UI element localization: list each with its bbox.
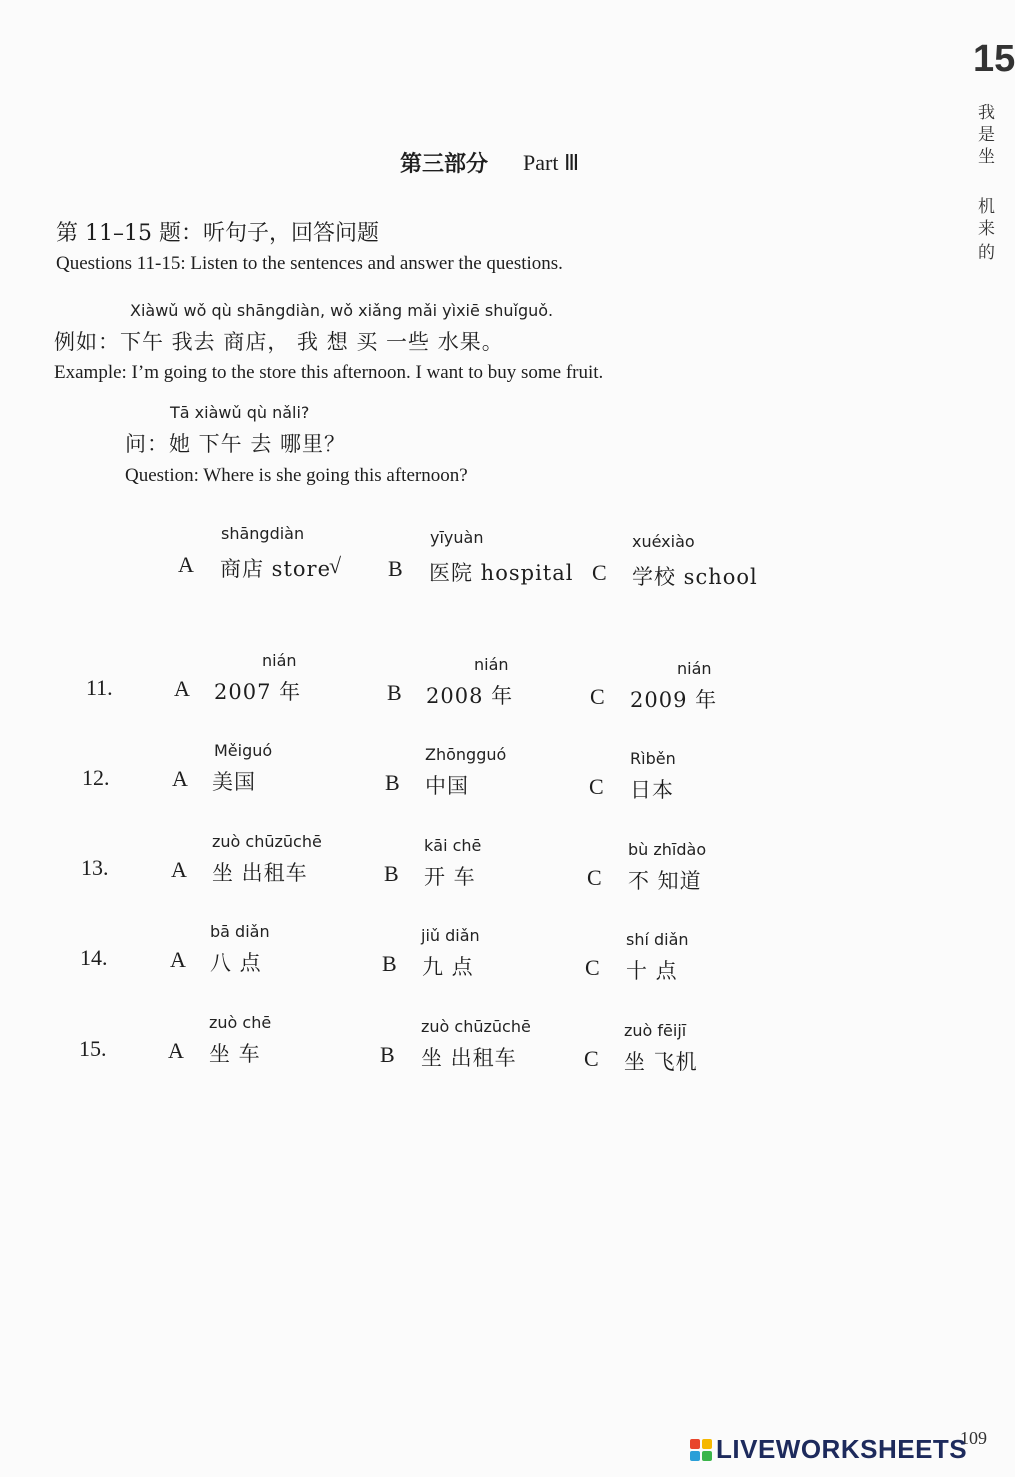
page-number: 109 [960, 1428, 987, 1448]
option-text[interactable]: 坐 出租车 [421, 1046, 517, 1070]
option-letter[interactable]: A [170, 947, 186, 972]
option-pinyin: zuò chē [209, 1013, 272, 1032]
option-pinyin: shí diǎn [626, 930, 689, 949]
question-number: 12. [82, 765, 110, 790]
option-letter: C [592, 560, 607, 585]
option-text[interactable]: 坐 飞机 [624, 1050, 698, 1074]
option-text[interactable]: 不 知道 [628, 869, 702, 893]
option-letter[interactable]: C [585, 955, 600, 980]
example-question-en: Question: Where is she going this afternoon? [125, 465, 468, 486]
facing-page-edge [972, 0, 1015, 1477]
option-pinyin: zuò fēijī [624, 1021, 687, 1040]
liveworksheets-brand: LIVEWORKSHEETS [716, 1434, 968, 1464]
check-mark-icon: √ [329, 553, 342, 578]
option-text: 商店 store [220, 557, 332, 581]
question-number: 15. [79, 1036, 107, 1061]
option-pinyin: Rìběn [630, 749, 676, 768]
option-letter[interactable]: A [168, 1038, 184, 1063]
option-pinyin: bù zhīdào [628, 840, 707, 859]
option-pinyin: nián [474, 655, 509, 674]
option-text[interactable]: 十 点 [626, 959, 678, 983]
option-letter[interactable]: C [584, 1046, 599, 1071]
option-letter[interactable]: B [384, 861, 399, 886]
option-letter[interactable]: C [590, 684, 605, 709]
option-letter[interactable]: C [587, 865, 602, 890]
option-text[interactable]: 日本 [630, 778, 674, 802]
question-number: 14. [80, 945, 108, 970]
example-pinyin: Xiàwǔ wǒ qù shāngdiàn, wǒ xiǎng mǎi yìxiē shuǐguǒ. [130, 301, 554, 320]
option-letter[interactable]: B [380, 1042, 395, 1067]
edge-char: 是 [978, 125, 995, 145]
example-sentence-en: Example: I’m going to the store this afternoon. I want to buy some fruit. [54, 362, 604, 383]
option-text: 学校 school [632, 565, 758, 589]
option-text[interactable]: 2008 年 [426, 684, 514, 708]
option-text[interactable]: 2009 年 [630, 688, 718, 712]
option-pinyin: shāngdiàn [221, 524, 305, 543]
edge-char: 来 [978, 219, 995, 239]
option-letter[interactable]: B [385, 770, 400, 795]
part-title-en: Part Ⅲ [523, 150, 580, 175]
option-pinyin: jiǔ diǎn [421, 926, 480, 945]
example-sentence-zh: 例如：下午 我去 商店， 我 想 买 一些 水果。 [54, 330, 504, 354]
option-pinyin: Měiguó [214, 741, 273, 760]
option-pinyin: nián [262, 651, 297, 670]
option-pinyin: kāi chē [424, 836, 482, 855]
example-question-zh: 问：她 下午 去 哪里？ [125, 432, 347, 456]
chapter-number: 15 [973, 38, 1015, 80]
option-letter[interactable]: A [174, 676, 190, 701]
option-text[interactable]: 八 点 [210, 951, 262, 975]
option-pinyin: zuò chūzūchē [421, 1017, 531, 1036]
option-text[interactable]: 九 点 [422, 955, 474, 979]
instructions-zh: 第 11–15 题：听句子，回答问题 [56, 221, 379, 246]
liveworksheets-badge[interactable] [690, 1434, 967, 1465]
option-text[interactable]: 中国 [425, 774, 469, 798]
option-text[interactable]: 2007 年 [214, 680, 302, 704]
option-letter[interactable]: A [171, 857, 187, 882]
part-title-zh: 第三部分 [400, 151, 489, 177]
question-number: 11. [86, 675, 113, 700]
instructions-en: Questions 11-15: Listen to the sentences and answer the questions. [56, 253, 563, 274]
option-pinyin: nián [677, 659, 712, 678]
option-letter[interactable]: B [387, 680, 402, 705]
option-text[interactable]: 开 车 [424, 865, 476, 889]
option-pinyin: bā diǎn [210, 922, 270, 941]
option-letter[interactable]: C [589, 774, 604, 799]
option-pinyin: xuéxiào [632, 532, 695, 551]
option-letter[interactable]: A [172, 766, 188, 791]
edge-char: 我 [978, 103, 995, 123]
question-number: 13. [81, 855, 109, 880]
edge-char: 坐 [978, 147, 995, 167]
liveworksheets-logo-icon [690, 1439, 712, 1461]
option-letter: A [178, 552, 194, 577]
option-letter: B [388, 556, 403, 581]
edge-char: 机 [978, 197, 995, 217]
option-pinyin: Zhōngguó [425, 745, 507, 764]
option-text: 医院 hospital [429, 561, 574, 585]
option-letter[interactable]: B [382, 951, 397, 976]
example-question-pinyin: Tā xiàwǔ qù nǎli? [170, 403, 310, 422]
option-pinyin: yīyuàn [430, 528, 484, 547]
option-pinyin: zuò chūzūchē [212, 832, 322, 851]
edge-char: 的 [978, 243, 995, 263]
option-text[interactable]: 坐 车 [209, 1042, 261, 1066]
option-text[interactable]: 美国 [212, 770, 256, 794]
option-text[interactable]: 坐 出租车 [212, 861, 308, 885]
